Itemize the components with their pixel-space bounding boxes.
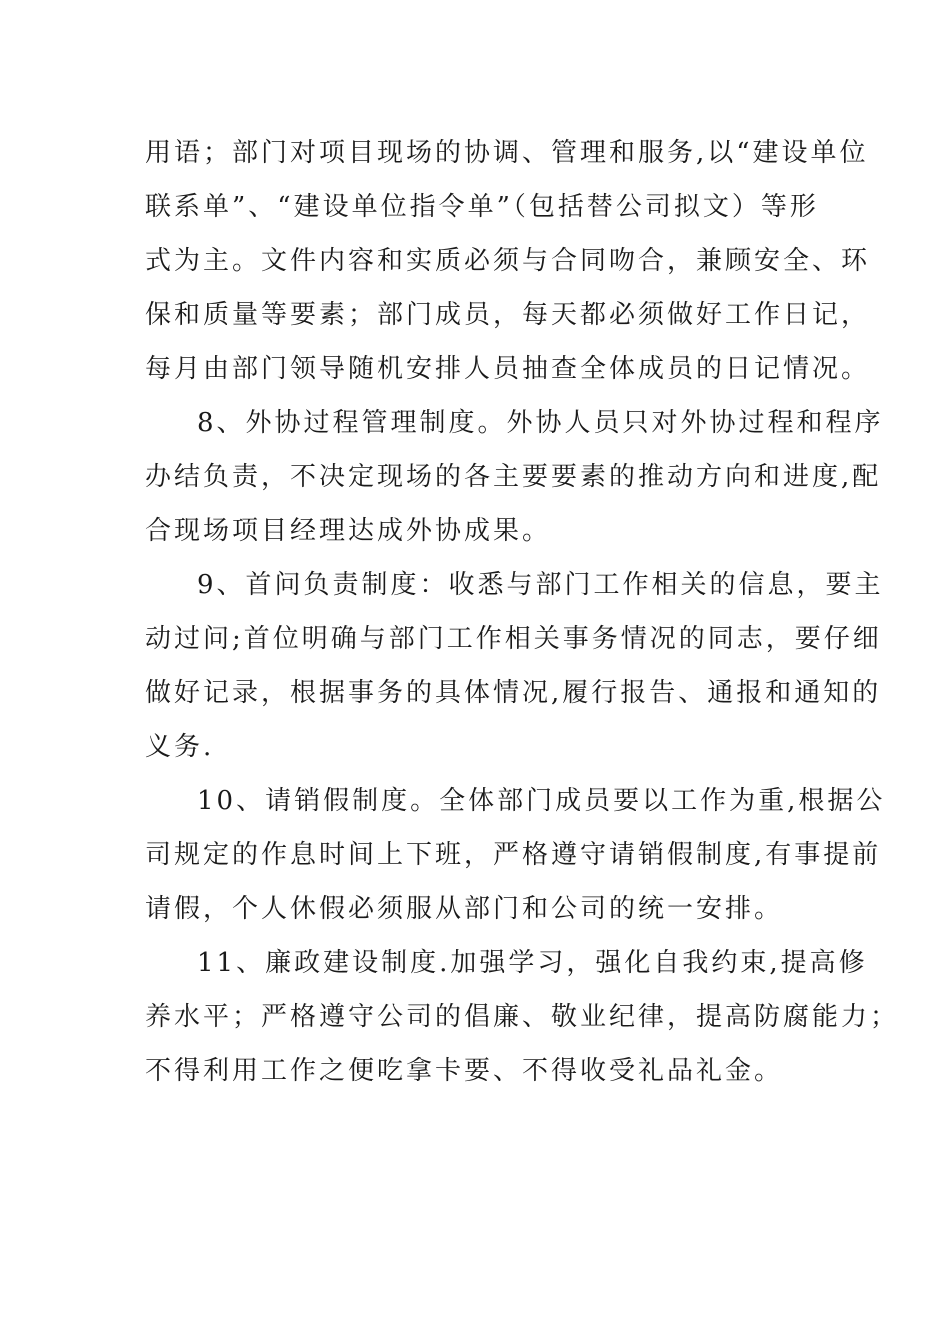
paragraph-item-10 (145, 774, 886, 936)
text-line: 每月由部门领导随机安排人员抽查全体成员的日记情况。 (145, 354, 871, 384)
text-line: 不得利用工作之便吃拿卡要、不得收受礼品礼金。 (145, 1056, 784, 1086)
text-line: 联系单”、“建设单位指令单”（包括替公司拟文）等形 (145, 192, 819, 222)
text-line: 请假，个人休假必须服从部门和公司的统一安排。 (145, 894, 784, 924)
text-line: 动过问;首位明确与部门工作相关事务情况的同志，要仔细 (145, 624, 882, 654)
paragraph-item-11 (145, 936, 900, 1098)
text-line: 8、外协过程管理制度。外协人员只对外协过程和程序 (197, 408, 884, 438)
text-line: 10、请销假制度。全体部门成员要以工作为重,根据公 (197, 786, 886, 816)
text-line: 用语；部门对项目现场的协调、管理和服务,以“建设单位 (145, 138, 869, 168)
text-line: 保和质量等要素；部门成员，每天都必须做好工作日记， (145, 300, 871, 330)
document-body (145, 126, 900, 1098)
text-line: 合现场项目经理达成外协成果。 (145, 516, 552, 546)
paragraph-item-9 (145, 558, 884, 774)
paragraph-item-8 (145, 396, 884, 558)
text-line: 11、廉政建设制度.加强学习，强化自我约束,提高修 (197, 948, 868, 978)
text-line: 做好记录，根据事务的具体情况,履行报告、通报和通知的 (145, 678, 882, 708)
text-line: 办结负责，不决定现场的各主要要素的推动方向和进度,配 (145, 462, 882, 492)
text-line: 义务. (145, 732, 215, 762)
paragraph-continuation (145, 126, 871, 396)
text-line: 司规定的作息时间上下班，严格遵守请销假制度,有事提前 (145, 840, 882, 870)
text-line: 式为主。文件内容和实质必须与合同吻合，兼顾安全、环 (145, 246, 871, 276)
text-line: 9、首问负责制度：收悉与部门工作相关的信息，要主 (197, 570, 884, 600)
text-line: 养水平；严格遵守公司的倡廉、敬业纪律，提高防腐能力； (145, 1002, 900, 1032)
